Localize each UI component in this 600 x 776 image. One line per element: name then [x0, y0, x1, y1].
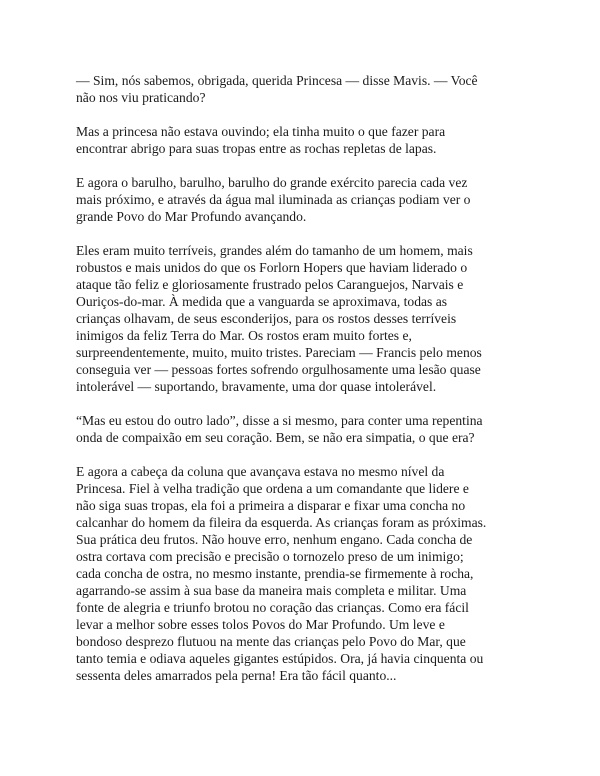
paragraph-2: Mas a princesa não estava ouvindo; ela tinha muito o que fazer para encontrar abrigo para suas tropas entre as rochas repletas de lapas.: [76, 124, 446, 156]
paragraph-6: E agora a cabeça da coluna que avançava estava no mesmo nível da Princesa. Fiel à velha tradição que ordena a um comandante que lidere e não siga suas tropas, ela foi a primeira a disparar e fixar uma concha no calcanhar do homem da fileira da esquerda. As crianças foram as próximas. Sua prática deu frutos. Não houve erro, nenhum engano. Cada concha de ostra cortava com precisão e precisão o tornozelo preso de um inimigo; cada concha de ostra, no mesmo instante, prendia-se firmemente à rocha, agarrando-se assim à sua base da maneira mais completa e militar. Uma fonte de alegria e triunfo brotou no coração das crianças. Como era fácil levar a melhor sobre esses tolos Povos do Mar Profundo. Um leve e bondoso desprezo flutuou na mente das crianças pelo Povo do Mar, que tanto temia e odiava aqueles gigantes estúpidos. Ora, já havia cinquenta ou sessenta deles amarrados pela perna! Era tão fácil quanto...: [76, 464, 487, 683]
document-page: [76, 72, 538, 701]
paragraph-1: — Sim, nós sabemos, obrigada, querida Princesa — disse Mavis. — Você não nos viu praticando?: [76, 73, 478, 105]
paragraph-5: “Mas eu estou do outro lado”, disse a si mesmo, para conter uma repentina onda de compaixão em seu coração. Bem, se não era simpatia, o que era?: [76, 413, 483, 445]
paragraph-4: Eles eram muito terríveis, grandes além do tamanho de um homem, mais robustos e mais unidos do que os Forlorn Hopers que haviam liderado o ataque tão feliz e gloriosamente frustrado pelos Caranguejos, Narvais e Ouriços-do-mar. À medida que a vanguarda se aproximava, todas as crianças olhavam, de seus esconderijos, para os rostos desses terríveis inimigos da feliz Terra do Mar. Os rostos eram muito fortes e, surpreendentemente, muito, muito tristes. Pareciam — Francis pelo menos conseguia ver — pessoas fortes sofrendo orgulhosamente uma lesão quase intolerável — suportando, bravamente, uma dor quase intolerável.: [76, 243, 482, 394]
paragraph-3: E agora o barulho, barulho, barulho do grande exército parecia cada vez mais próximo, e através da água mal iluminada as crianças podiam ver o grande Povo do Mar Profundo avançando.: [76, 175, 471, 224]
